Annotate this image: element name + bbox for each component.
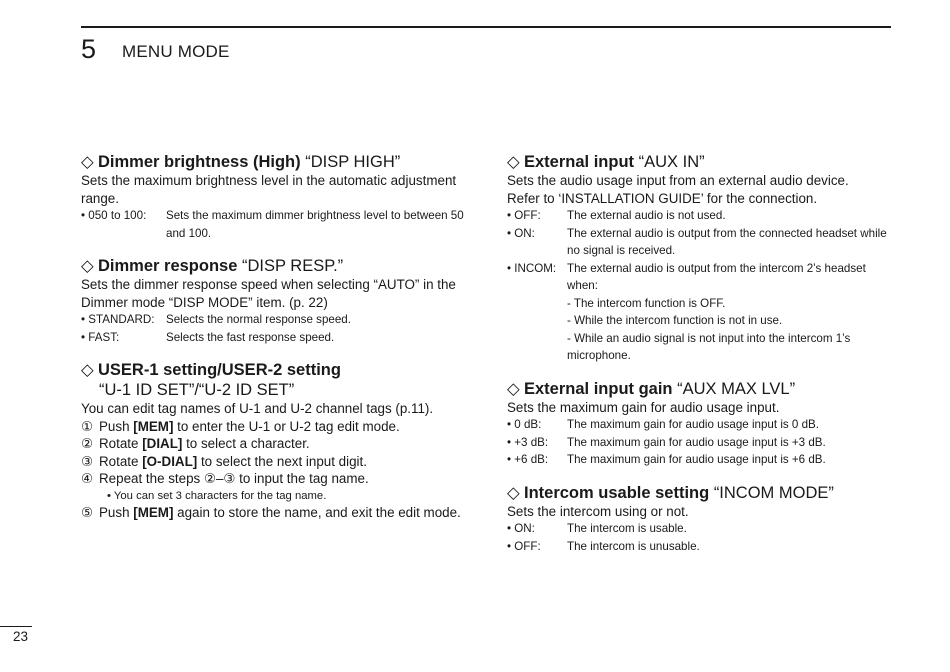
procedure-step (81, 504, 466, 522)
heading-code: “AUX IN” (638, 153, 705, 171)
step-text: Push [MEM] to enter the U-1 or U-2 tag edit mode. (99, 418, 400, 434)
step-note: • You can set 3 characters for the tag name. (107, 489, 327, 502)
page-number: 23 (13, 629, 29, 644)
option-definition: Sets the maximum dimmer brightness level to between 50 and 100. (166, 209, 464, 240)
heading-bold: External input gain (524, 379, 673, 398)
section-description-ref: Refer to ‘INSTALLATION GUIDE’ for the connection. (507, 190, 818, 206)
diamond-icon: ◇ (507, 153, 520, 171)
section-heading (81, 256, 466, 276)
condition-line: - The intercom function is OFF. (567, 296, 726, 310)
diamond-icon: ◇ (507, 483, 520, 502)
heading-code: “DISP RESP.” (241, 257, 344, 275)
option-item (507, 451, 897, 469)
option-definition: The maximum gain for audio usage input is 0 dB. (567, 418, 819, 431)
section-description: Sets the dimmer response speed when selecting “AUTO” in the Dimmer mode “DISP MODE” item. (p. 22) (81, 277, 456, 310)
step-text: Rotate [O-DIAL] to select the next input digit. (99, 453, 367, 469)
condition-line: - While an audio signal is not input into the intercom 1’s microphone. (567, 331, 851, 362)
section-description: Sets the maximum brightness level in the automatic adjustment range. (81, 173, 457, 206)
section-description: Sets the intercom using or not. (507, 503, 689, 519)
option-term: • FAST: (81, 330, 120, 344)
option-item (507, 434, 897, 452)
section-heading (507, 152, 897, 172)
option-item (507, 520, 897, 538)
option-definition: The maximum gain for audio usage input is +3 dB. (567, 435, 826, 449)
heading-bold: USER-1 setting/USER-2 setting (98, 361, 341, 379)
condition-line: - While the intercom function is not in use. (567, 314, 783, 327)
option-item (507, 225, 897, 260)
heading-code: “AUX MAX LVL” (677, 379, 796, 398)
section-heading (81, 360, 466, 400)
diamond-icon: ◇ (81, 257, 94, 275)
heading-code: “INCOM MODE” (713, 483, 834, 502)
option-definition: The external audio is output from the intercom 2’s headset when: (567, 261, 866, 292)
footer-rule (0, 626, 32, 627)
heading-bold: Dimmer brightness (High) (98, 153, 301, 171)
section-heading (81, 152, 466, 172)
header-rule (81, 26, 891, 28)
diamond-icon: ◇ (81, 361, 94, 379)
option-term: • 0 dB: (507, 418, 542, 431)
chapter-title: MENU MODE (122, 42, 230, 61)
section-intercom-mode (507, 483, 897, 556)
diamond-icon: ◇ (81, 153, 94, 171)
step-number: ⑤ (81, 504, 94, 520)
section-dimmer-response (81, 256, 466, 346)
step-number: ④ (81, 471, 94, 486)
option-term: • +3 dB: (507, 435, 549, 449)
option-definition: The intercom is usable. (567, 522, 687, 535)
section-description: Sets the audio usage input from an external audio device. (507, 173, 849, 188)
option-item (507, 207, 897, 225)
section-user-setting (81, 360, 466, 521)
option-item (81, 207, 466, 242)
key-label: [O-DIAL] (142, 453, 198, 469)
heading-bold: External input (524, 153, 635, 171)
step-number: ② (81, 436, 94, 451)
step-text: Repeat the steps ②–③ to input the tag name. (99, 471, 369, 486)
right-column (507, 152, 897, 555)
option-item (81, 311, 466, 329)
option-definition: Selects the normal response speed. (166, 313, 351, 326)
procedure-step (81, 435, 466, 453)
section-dimmer-high (81, 152, 466, 242)
step-number: ③ (81, 453, 94, 469)
heading-bold: Intercom usable setting (524, 483, 710, 502)
step-number: ① (81, 418, 94, 434)
option-term: • OFF: (507, 539, 541, 553)
option-definition: Selects the fast response speed. (166, 330, 335, 344)
step-text: Rotate [DIAL] to select a character. (99, 436, 310, 451)
option-term: • +6 dB: (507, 453, 549, 466)
section-external-input-gain (507, 379, 897, 469)
section-description: Sets the maximum gain for audio usage input. (507, 399, 780, 415)
heading-code: “U-1 ID SET”/“U-2 ID SET” (99, 381, 295, 399)
option-term: • STANDARD: (81, 313, 155, 326)
option-term: • ON: (507, 522, 535, 535)
option-definition: The intercom is unusable. (567, 539, 700, 553)
chapter-number: 5 (81, 34, 97, 64)
option-definition: The maximum gain for audio usage input is +6 dB. (567, 453, 826, 466)
section-external-input (507, 152, 897, 365)
option-term: • ON: (507, 226, 535, 240)
key-label: [MEM] (133, 418, 174, 434)
key-label: [MEM] (133, 504, 174, 520)
section-heading (507, 483, 897, 503)
option-item (507, 260, 897, 295)
section-heading (507, 379, 897, 399)
option-definition: The external audio is not used. (567, 209, 726, 222)
option-term: • 050 to 100: (81, 209, 147, 222)
heading-code: “DISP HIGH” (305, 153, 401, 171)
heading-bold: Dimmer response (98, 257, 238, 275)
procedure-step (81, 453, 466, 471)
option-definition: The external audio is output from the connected headset while no signal is received. (567, 226, 887, 257)
step-text: Push [MEM] again to store the name, and exit the edit mode. (99, 504, 461, 520)
procedure-step (81, 470, 466, 488)
key-label: [DIAL] (142, 436, 183, 451)
section-description: You can edit tag names of U-1 and U-2 channel tags (p.11). (81, 401, 434, 416)
option-item (507, 538, 897, 556)
option-term: • OFF: (507, 209, 541, 222)
left-column (81, 152, 466, 521)
procedure-step (81, 418, 466, 436)
diamond-icon: ◇ (507, 379, 520, 398)
option-item (81, 329, 466, 347)
option-item (507, 416, 897, 434)
option-term: • INCOM: (507, 261, 557, 275)
